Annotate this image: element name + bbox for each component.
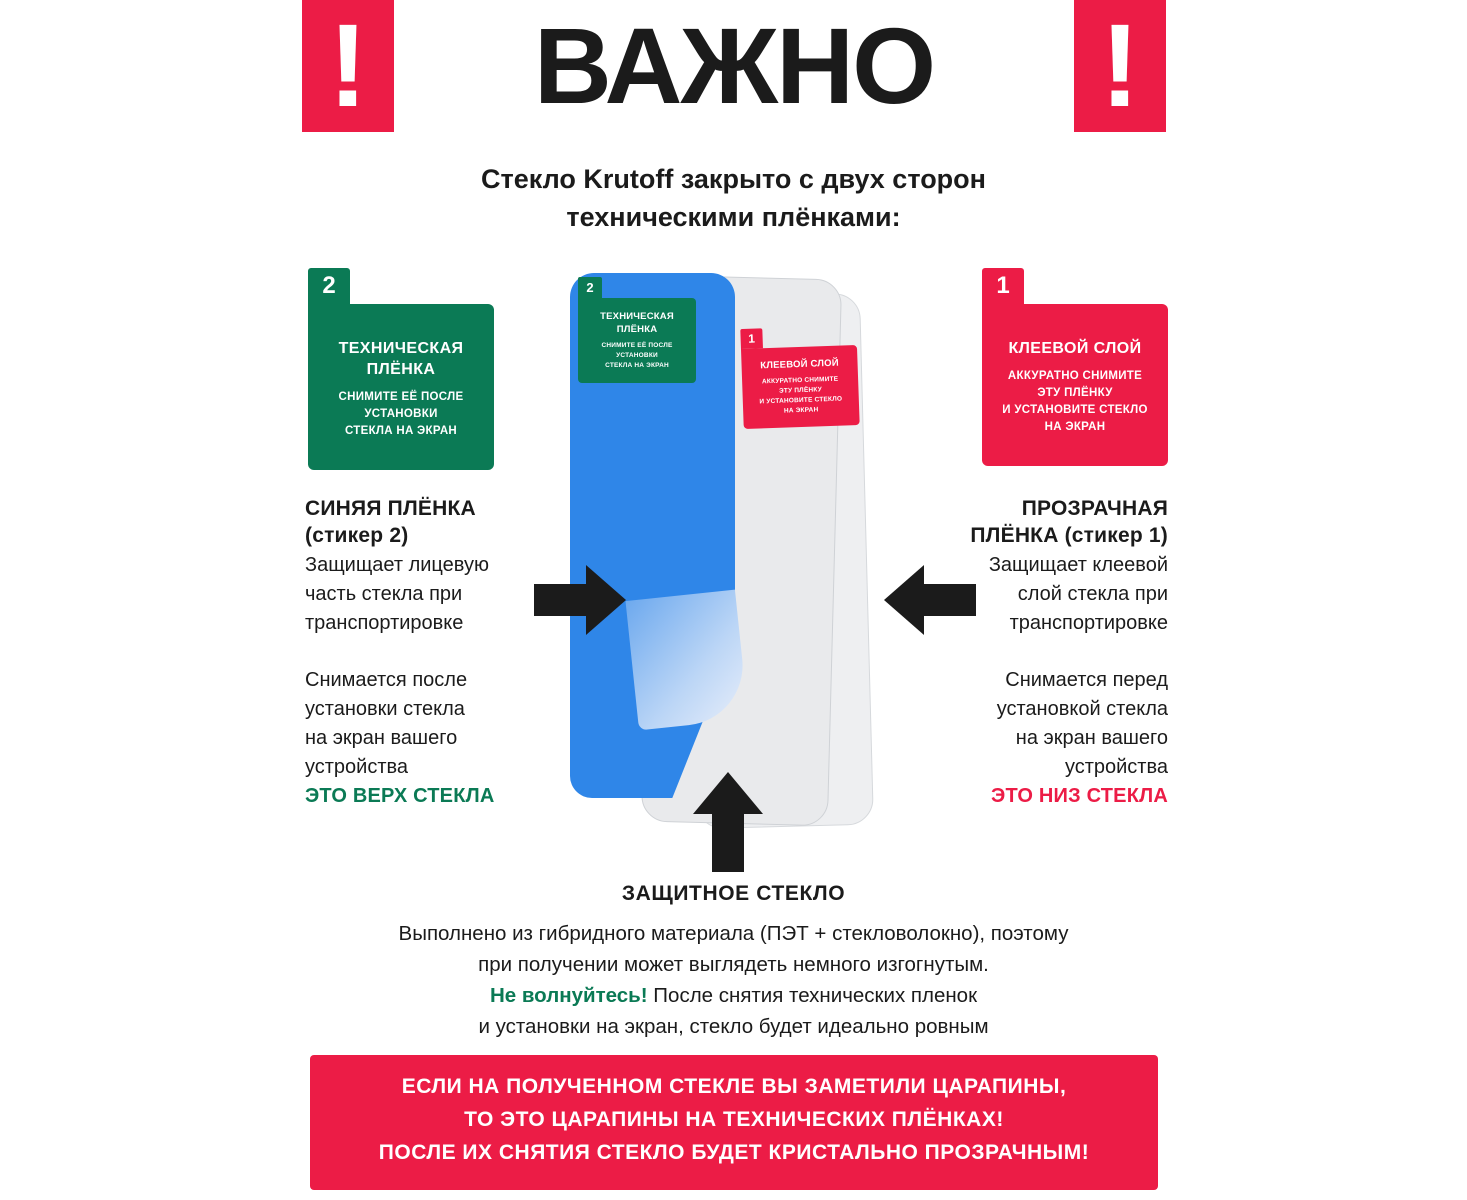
red-card-sub-line-3: И УСТАНОВИТЕ СТЕКЛО	[1002, 404, 1148, 416]
red-card-title: КЛЕЕВОЙ СЛОЙ	[1008, 340, 1142, 357]
illustration-red-label	[740, 325, 859, 429]
red-card-sub-line-4: НА ЭКРАН	[1044, 421, 1106, 433]
green-film-card	[308, 268, 494, 470]
glass-text-line-2: при получении может выглядеть немного изгогнутым.	[478, 953, 989, 976]
header-banner	[302, 0, 1166, 132]
illustration-green-sub-line-1: СНИМИТЕ ЕЁ ПОСЛЕ	[601, 342, 673, 349]
green-card-number-badge: 2	[308, 268, 350, 304]
glass-text-line-3-bold: Не волнуйтесь!	[489, 984, 648, 1007]
left-description	[305, 495, 545, 811]
left-para1-line-1: Защищает лицевую	[305, 554, 489, 576]
illustration-red-sub-line-3: И УСТАНОВИТЕ СТЕКЛО	[759, 395, 843, 406]
right-para1-line-1: Защищает клеевой	[988, 554, 1168, 576]
right-title-line-1: ПРОЗРАЧНАЯ	[1021, 497, 1168, 520]
right-para1-line-2: слой стекла при	[1017, 583, 1168, 605]
red-card-number-badge: 1	[982, 268, 1024, 304]
glass-title: ЗАЩИТНОЕ СТЕКЛО	[621, 882, 846, 905]
left-para2-line-4: устройства	[305, 756, 409, 778]
red-card-sub-line-1: АККУРАТНО СНИМИТЕ	[1007, 370, 1143, 382]
left-para1-line-2: часть стекла при	[305, 583, 463, 605]
warning-banner	[310, 1055, 1158, 1190]
illustration-green-sub-line-2: УСТАНОВКИ	[616, 352, 658, 359]
right-para2-line-1: Снимается перед	[1005, 669, 1168, 691]
green-card-title-line-2: ПЛЁНКА	[366, 361, 436, 378]
illustration-red-sub-line-2: ЭТУ ПЛЁНКУ	[778, 386, 823, 395]
illustration-green-number-badge: 2	[578, 277, 602, 298]
red-card-sub-line-2: ЭТУ ПЛЁНКУ	[1037, 387, 1113, 399]
green-card-sub-line-2: УСТАНОВКИ	[364, 408, 438, 420]
subtitle-line-1: Стекло Krutoff закрыто с двух сторон	[481, 164, 986, 194]
banner-line-3: ПОСЛЕ ИХ СНЯТИЯ СТЕКЛО БУДЕТ КРИСТАЛЬНО ПРОЗРАЧНЫМ!	[378, 1141, 1090, 1164]
subtitle	[0, 160, 1467, 236]
glass-text-line-3	[0, 980, 1467, 1011]
right-accent-text: ЭТО НИЗ СТЕКЛА	[991, 785, 1168, 807]
exclamation-right-icon: !	[1074, 0, 1166, 132]
left-title-line-1: СИНЯЯ ПЛЁНКА	[305, 497, 476, 520]
glass-description-block	[0, 882, 1467, 1042]
left-para2-line-1: Снимается после	[305, 669, 468, 691]
illustration-red-title: КЛЕЕВОЙ СЛОЙ	[760, 357, 839, 372]
illustration-red-sub-line-4: НА ЭКРАН	[783, 406, 819, 415]
green-card-sub-line-3: СТЕКЛА НА ЭКРАН	[344, 425, 458, 437]
glass-text-line-1: Выполнено из гибридного материала (ПЭТ + стекловолокно), поэтому	[398, 922, 1069, 945]
banner-line-2: ТО ЭТО ЦАРАПИНЫ НА ТЕХНИЧЕСКИХ ПЛЁНКАХ!	[464, 1108, 1004, 1131]
illustration-green-title-line-2: ПЛЁНКА	[616, 324, 658, 335]
left-title-line-2: (стикер 2)	[305, 524, 409, 547]
green-card-sub-line-1: СНИМИТЕ ЕЁ ПОСЛЕ	[338, 391, 464, 403]
illustration-green-title-line-1: ТЕХНИЧЕСКАЯ	[600, 311, 674, 322]
right-para2-line-3: на экран вашего	[1015, 727, 1168, 749]
left-para2-line-3: на экран вашего	[305, 727, 458, 749]
exclamation-left-icon: !	[302, 0, 394, 132]
right-description	[928, 495, 1168, 811]
illustration-green-body	[578, 298, 696, 383]
illustration-red-sub-line-1: АККУРАТНО СНИМИТЕ	[761, 375, 839, 386]
illustration-green-label	[578, 277, 696, 383]
illustration-red-body	[741, 345, 860, 429]
green-card-title-line-1: ТЕХНИЧЕСКАЯ	[338, 340, 464, 357]
right-para1-line-3: транспортировке	[1009, 612, 1168, 634]
green-card-body	[308, 304, 494, 470]
glass-text-line-4: и установки на экран, стекло будет идеально ровным	[478, 1015, 989, 1038]
banner-line-1: ЕСЛИ НА ПОЛУЧЕННОМ СТЕКЛЕ ВЫ ЗАМЕТИЛИ ЦАРАПИНЫ,	[401, 1075, 1067, 1098]
left-para1-line-3: транспортировке	[305, 612, 464, 634]
illustration-green-sub-line-3: СТЕКЛА НА ЭКРАН	[605, 362, 669, 369]
left-para2-line-2: установки стекла	[305, 698, 465, 720]
glass-text-line-3-rest: После снятия технических пленок	[647, 984, 978, 1007]
subtitle-line-2: техническими плёнками:	[566, 202, 901, 232]
red-adhesive-card	[982, 268, 1168, 466]
left-accent-text: ЭТО ВЕРХ СТЕКЛА	[305, 785, 495, 807]
right-para2-line-2: установкой стекла	[996, 698, 1168, 720]
page-title: ВАЖНО	[533, 5, 935, 126]
illustration-red-number-badge: 1	[740, 328, 763, 349]
glass-text	[0, 918, 1467, 1042]
right-para2-line-4: устройства	[1064, 756, 1168, 778]
red-card-body	[982, 304, 1168, 466]
right-title-line-2: ПЛЁНКА (стикер 1)	[970, 524, 1168, 547]
